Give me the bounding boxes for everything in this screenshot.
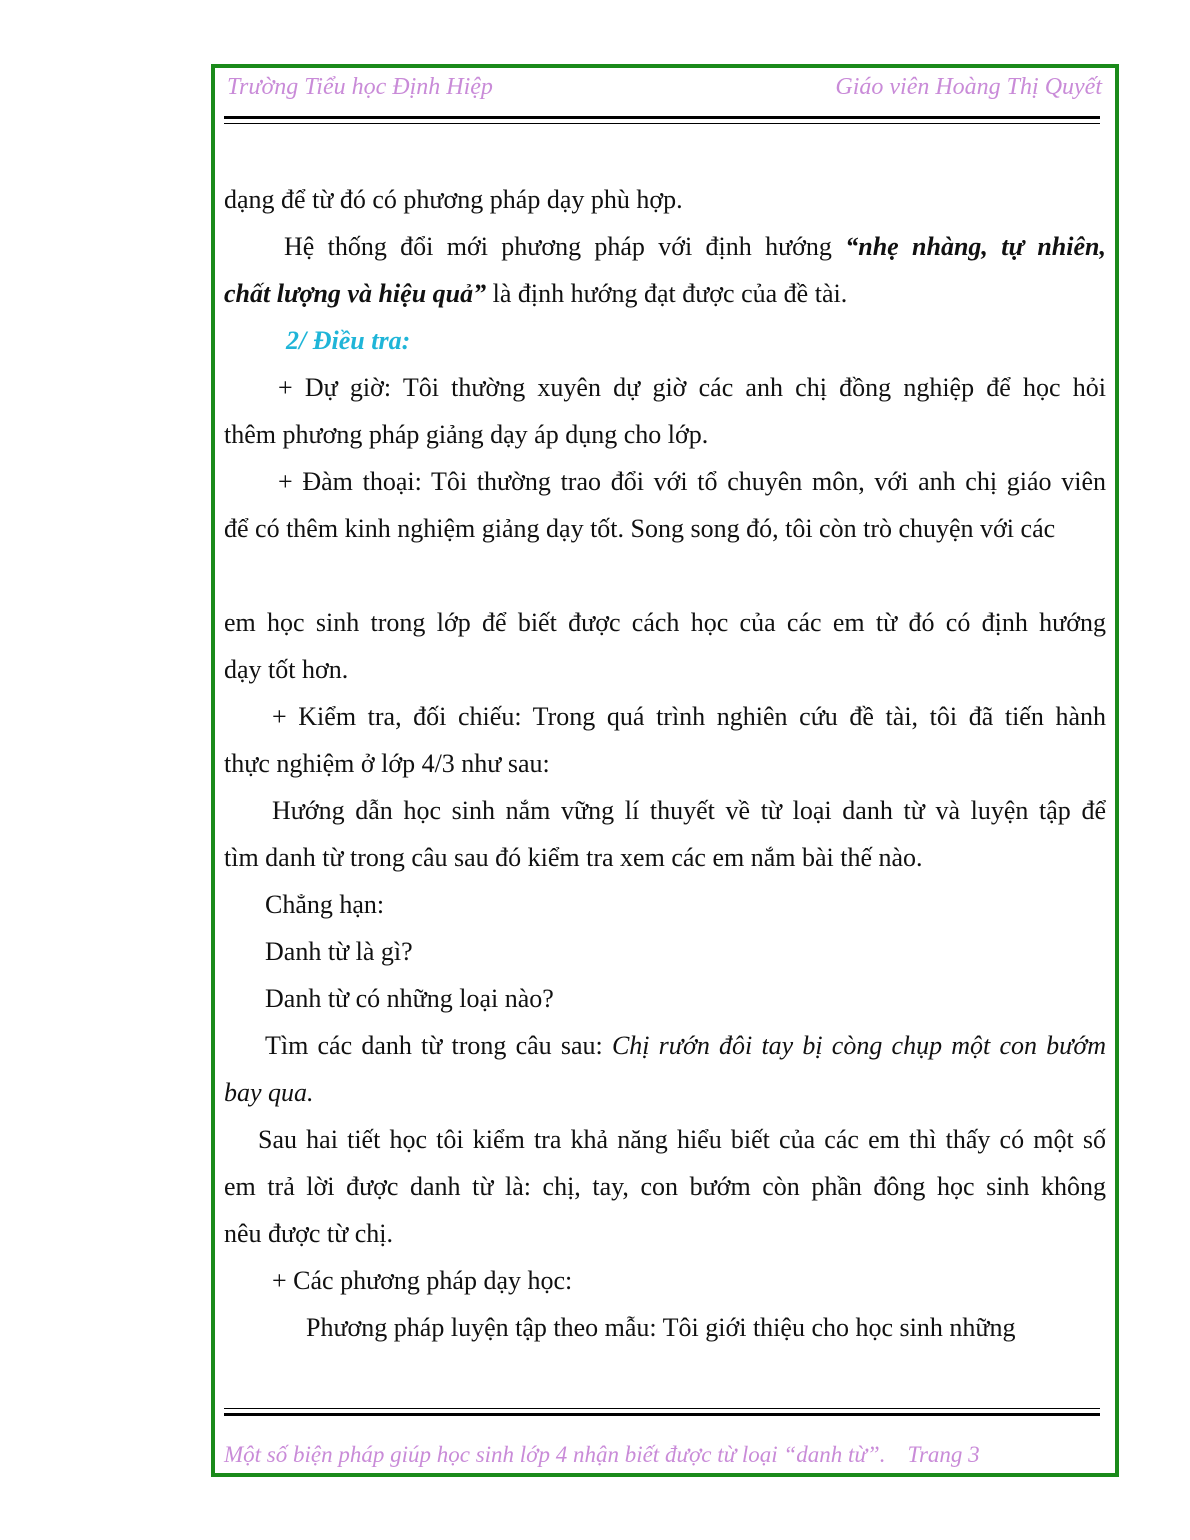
paragraph-line: dạng để từ đó có phương pháp dạy phù hợp. [224, 185, 683, 214]
paragraph-line: + Đàm thoại: Tôi thường trao đổi với tổ chuyên môn, với anh chị giáo viên [278, 467, 1106, 496]
header-rule-thick [224, 116, 1100, 119]
paragraph-line: + Dự giờ: Tôi thường xuyên dự giờ các anh chị đồng nghiệp để học hỏi [278, 373, 1106, 402]
paragraph-line: Chẳng hạn: [265, 890, 385, 919]
paragraph-line: thực nghiệm ở lớp 4/3 như sau: [224, 749, 550, 778]
paragraph-line: Sau hai tiết học tôi kiểm tra khả năng hiểu biết của các em thì thấy có một số [258, 1125, 1106, 1154]
paragraph-line: em trả lời được danh từ là: chị, tay, con bướm còn phần đông học sinh không [224, 1172, 1106, 1201]
paragraph-line: Hướng dẫn học sinh nắm vững lí thuyết về từ loại danh từ và luyện tập để [272, 796, 1106, 825]
paragraph-line: em học sinh trong lớp để biết được cách học của các em từ đó có định hướng [224, 608, 1106, 637]
paragraph-line: + Kiểm tra, đối chiếu: Trong quá trình nghiên cứu đề tài, tôi đã tiến hành [272, 702, 1106, 731]
paragraph-line: dạy tốt hơn. [224, 655, 349, 684]
page-number: Trang 3 [907, 1442, 980, 1467]
header-rule-thin [224, 123, 1100, 124]
paragraph-line: Hệ thống đổi mới phương pháp với định hướng “nhẹ nhàng, tự nhiên, [284, 232, 1106, 261]
footer-rule-thick [224, 1413, 1100, 1416]
paragraph-line: bay qua. [224, 1078, 314, 1107]
paragraph-line: để có thêm kinh nghiệm giảng dạy tốt. Song song đó, tôi còn trò chuyện với các [224, 514, 1056, 543]
paragraph-line: Tìm các danh từ trong câu sau: Chị rướn đôi tay bị còng chụp một con bướm [265, 1031, 1106, 1060]
paragraph-line: tìm danh từ trong câu sau đó kiểm tra xem các em nắm bài thế nào. [224, 843, 923, 872]
paragraph-line: chất lượng và hiệu quả” là định hướng đạt được của đề tài. [224, 279, 848, 308]
paragraph-line: Danh từ là gì? [265, 937, 413, 966]
footer-rule-thin [224, 1408, 1100, 1409]
paragraph-line: Phương pháp luyện tập theo mẫu: Tôi giới thiệu cho học sinh những [306, 1313, 1016, 1342]
section-heading: 2/ Điều tra: [286, 326, 411, 355]
header-teacher: Giáo viên Hoàng Thị Quyết [835, 74, 1102, 100]
header-school: Trường Tiểu học Định Hiệp [227, 74, 493, 100]
paragraph-line: nêu được từ chị. [224, 1219, 393, 1248]
paragraph-line: Danh từ có những loại nào? [265, 984, 554, 1013]
paragraph-line: + Các phương pháp dạy học: [272, 1266, 573, 1295]
paragraph-line: thêm phương pháp giảng dạy áp dụng cho lớp. [224, 420, 709, 449]
footer-title: Một số biện pháp giúp học sinh lớp 4 nhận biết được từ loại “danh từ”. [224, 1442, 886, 1467]
footer [224, 1442, 980, 1468]
